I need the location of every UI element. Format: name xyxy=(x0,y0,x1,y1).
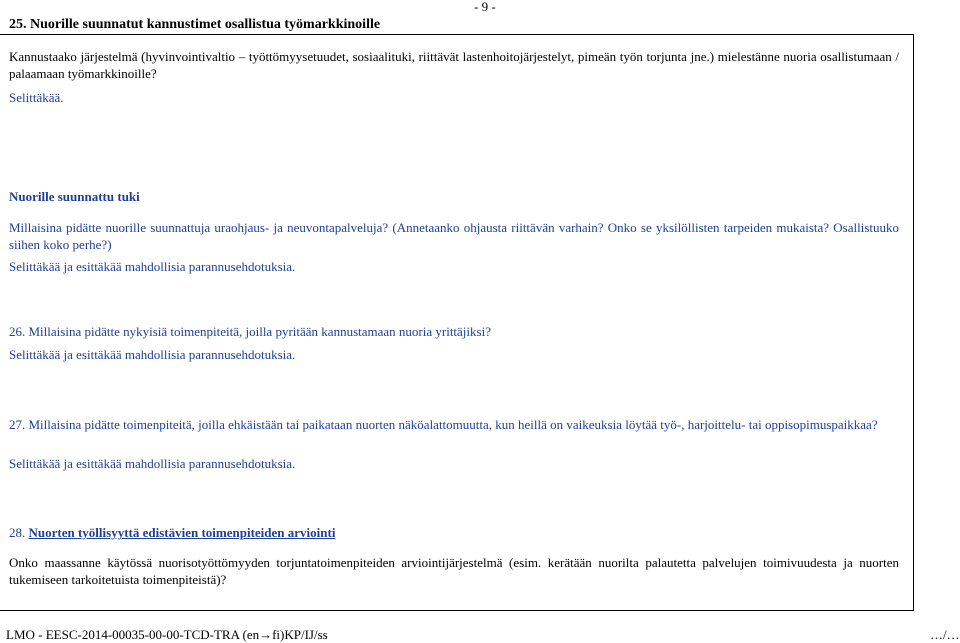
q26-text: 26. Millaisina pidätte nykyisiä toimenpiteitä, joilla pyritään kannustamaan nuoria yrittäjiksi? xyxy=(9,324,491,339)
tuki-instruction: Selittäkää ja esittäkää mahdollisia parannusehdotuksia. xyxy=(9,259,296,274)
section-heading: 25. Nuorille suunnatut kannustimet osallistua työmarkkinoille xyxy=(9,17,381,32)
q27-text: 27. Millaisina pidätte toimenpiteitä, joilla ehkäistään tai paikataan nuorten näköalattomuutta, kun heillä on vaikeuksia löytää työ-, harjoittelu- tai oppisopimuspaikkaa? xyxy=(9,417,878,432)
frame-bottom-rule xyxy=(0,610,914,611)
frame-top-rule xyxy=(0,34,914,35)
q28-heading-line xyxy=(9,524,899,541)
q26-instruction: Selittäkää ja esittäkää mahdollisia parannusehdotuksia. xyxy=(9,347,296,362)
footer-reference: LMO - EESC-2014-00035-00-00-TCD-TRA (en→fi)KP/IJ/ss xyxy=(6,627,328,642)
tuki-text: Millaisina pidätte nuorille suunnattuja uraohjaus- ja neuvontapalveluja? (Annetaanko ohjausta riittävän varhain? Onko se yksilöllisten tarpeiden mukaista? Osallistuuko siihen koko perhe?) xyxy=(9,220,899,252)
q25-instruction: Selittäkää. xyxy=(9,90,64,105)
q25-text: Kannustaako järjestelmä (hyvinvointivaltio – työttömyysetuudet, sosiaalituki, riittävät lastenhoitojärjestelyt, pimeän työn torjunta jne.) mielestänne nuoria osallistumaan / palaamaan työmarkkinoille? xyxy=(9,49,899,81)
q28-heading: Nuorten työllisyyttä edistävien toimenpiteiden arviointi xyxy=(28,525,336,540)
q28-text: Onko maassanne käytössä nuorisotyöttömyyden torjuntatoimenpiteiden arviointijärjestelmä (esim. kerätään nuorilta palautetta palvelujen toimivuudesta ja nuorten tukemiseen tarkoitetuista toimenpiteistä)? xyxy=(9,555,899,587)
page-number: - 9 - xyxy=(474,0,496,14)
footer-page-continuation: …/… xyxy=(930,627,960,642)
frame-right-rule xyxy=(913,34,914,610)
q28-number: 28. xyxy=(9,525,26,540)
q27-instruction: Selittäkää ja esittäkää mahdollisia parannusehdotuksia. xyxy=(9,456,296,471)
tuki-heading: Nuorille suunnattu tuki xyxy=(9,189,140,204)
